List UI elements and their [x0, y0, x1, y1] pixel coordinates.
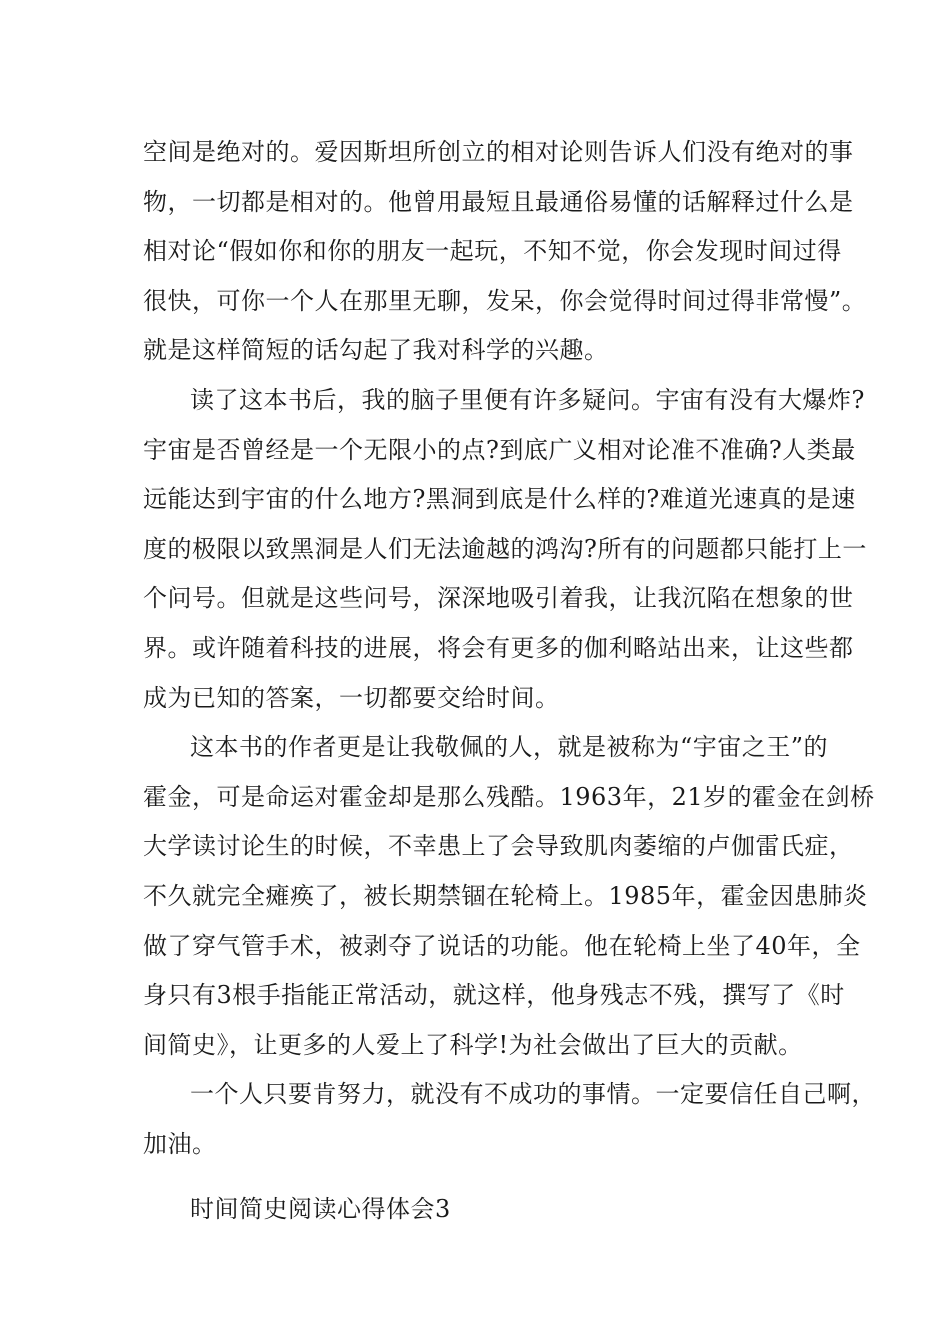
- paragraph-start-line: 这本书的作者更是让我敬佩的人，就是被称为“宇宙之王”的: [190, 733, 829, 762]
- text-line: 度的极限以致黑洞是人们无法逾越的鸿沟?所有的问题都只能打上一: [143, 534, 867, 563]
- text-line: 大学读讨论生的时候，不幸患上了会导致肌肉萎缩的卢伽雷氏症，: [143, 832, 854, 861]
- text-line: 霍金，可是命运对霍金却是那么残酷。1963年，21岁的霍金在剑桥: [143, 782, 875, 811]
- text-line: 做了穿气管手术，被剥夺了说话的功能。他在轮椅上坐了40年，全: [143, 931, 861, 960]
- section-heading: 时间简史阅读心得体会3: [190, 1195, 451, 1224]
- text-line: 宇宙是否曾经是一个无限小的点?到底广义相对论准不准确?人类最: [143, 435, 856, 464]
- text-line: 界。或许随着科技的进展，将会有更多的伽利略站出来，让这些都: [143, 633, 854, 662]
- text-line: 不久就完全瘫痪了，被长期禁锢在轮椅上。1985年，霍金因患肺炎: [143, 881, 868, 910]
- document-body: [143, 128, 876, 1235]
- paragraph-start-line: 一个人只要肯努力，就没有不成功的事情。一定要信任自己啊，: [190, 1080, 876, 1109]
- text-line: 身只有3根手指能正常活动，就这样，他身残志不残，撰写了《时: [143, 981, 845, 1010]
- paragraph-start-line: 读了这本书后，我的脑子里便有许多疑问。宇宙有没有大爆炸?: [190, 385, 865, 414]
- text-line: 空间是绝对的。爱因斯坦所创立的相对论则告诉人们没有绝对的事: [143, 138, 854, 166]
- text-line: 加油。: [143, 1129, 217, 1158]
- text-line: 很快，可你一个人在那里无聊，发呆，你会觉得时间过得非常慢”。: [143, 286, 867, 315]
- spacer: [143, 1169, 833, 1185]
- text-line: 就是这样简短的话勾起了我对科学的兴趣。: [143, 336, 609, 365]
- text-line: 物，一切都是相对的。他曾用最短且最通俗易懂的话解释过什么是: [143, 187, 854, 216]
- text-line: 个问号。但就是这些问号，深深地吸引着我，让我沉陷在想象的世: [143, 584, 854, 613]
- text-line: 成为已知的答案，一切都要交给时间。: [143, 683, 560, 712]
- text-line: 间简史》，让更多的人爱上了科学!为社会做出了巨大的贡献。: [143, 1030, 803, 1059]
- text-line: 相对论“假如你和你的朋友一起玩，不知不觉，你会发现时间过得: [143, 237, 842, 266]
- text-line: 远能达到宇宙的什么地方?黑洞到底是什么样的?难道光速真的是速: [143, 485, 856, 514]
